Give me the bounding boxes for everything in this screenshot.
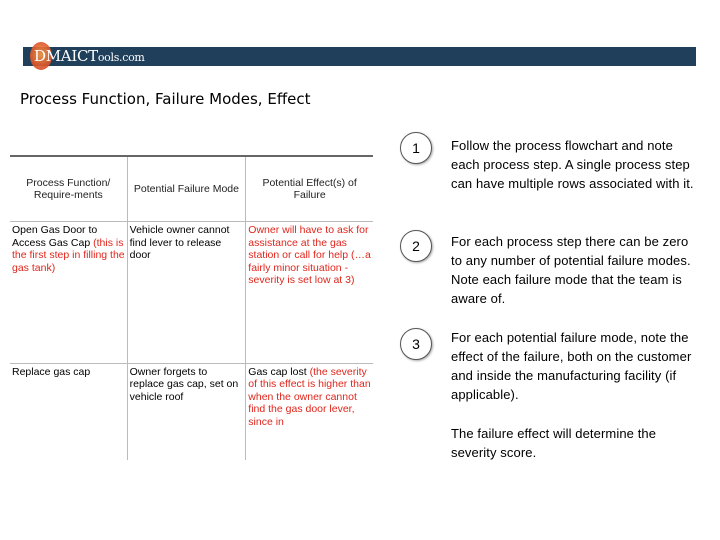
effect-text: Owner will have to ask for assistance at the gas station or call for help bbox=[248, 224, 369, 262]
step-text: For each process step there can be zero to any number of potential failure modes. Note each failure mode that the team is aware of. bbox=[451, 234, 691, 306]
step-text: Follow the process flowchart and note each process step. A single process step can have multiple rows associated with it. bbox=[451, 138, 694, 191]
step-text: For each potential failure mode, note the effect of the failure, both on the customer and inside the manufacturing facility (if applicable). bbox=[451, 330, 692, 402]
effect-note: (the severity of this effect is higher than when the owner cannot find the gas door lever, since in bbox=[248, 365, 371, 428]
cell-failure-mode: Owner forgets to replace gas cap, set on vehicle roof bbox=[127, 363, 246, 460]
effect-text: Gas cap lost bbox=[248, 365, 307, 378]
cell-failure-mode: Vehicle owner cannot find lever to release door bbox=[127, 222, 246, 363]
effect-note: (…a fairly minor situation - severity is set low at 3) bbox=[248, 249, 371, 287]
dmaictools-logo bbox=[28, 42, 146, 70]
header-effects: Potential Effect(s) of Failure bbox=[246, 156, 373, 222]
step-number-badge: 2 bbox=[400, 230, 432, 262]
step-number-badge: 3 bbox=[400, 328, 432, 360]
severity-note: The failure effect will determine the severity score. bbox=[451, 426, 657, 460]
cell-effect bbox=[246, 222, 373, 363]
cell-effect bbox=[246, 363, 373, 460]
table-row bbox=[10, 222, 373, 363]
step-number-badge: 1 bbox=[400, 132, 432, 164]
slide-subtitle: Process Function, Failure Modes, Effect bbox=[20, 90, 311, 108]
table-row bbox=[10, 363, 373, 460]
logo-text: DMAICTools.com bbox=[34, 47, 145, 65]
fmea-table bbox=[10, 155, 373, 460]
step-1 bbox=[400, 132, 694, 191]
function-text: Open Gas Door to Access Gas Cap bbox=[12, 224, 98, 249]
header-failure-mode: Potential Failure Mode bbox=[127, 156, 246, 222]
step-3 bbox=[400, 328, 692, 402]
cell-function: Replace gas cap bbox=[10, 363, 127, 460]
cell-function bbox=[10, 222, 127, 363]
table-header-row bbox=[10, 156, 373, 222]
step-2 bbox=[400, 230, 691, 306]
header-process-function: Process Function/ Require-ments bbox=[10, 156, 127, 222]
function-note: (this is the first step in filling the gas tank) bbox=[12, 236, 125, 274]
